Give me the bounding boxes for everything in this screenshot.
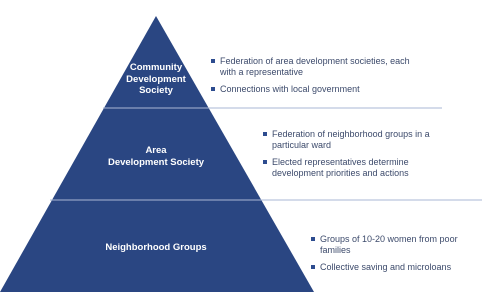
bullet-item bbox=[263, 129, 430, 151]
bullet-text: Groups of 10-20 women from poor families bbox=[320, 234, 458, 255]
bullet-text: Elected representatives determine development priorities and actions bbox=[272, 157, 409, 178]
bullet-item bbox=[263, 157, 430, 179]
bullet-text: Federation of area development societies, each with a representative bbox=[220, 56, 410, 77]
bullet-marker bbox=[311, 237, 315, 241]
bullet-item bbox=[311, 234, 482, 256]
bullet-marker bbox=[311, 265, 315, 269]
bullet-marker bbox=[211, 87, 215, 91]
bullet-marker bbox=[263, 160, 267, 164]
tier-description-area bbox=[263, 129, 430, 185]
bullet-marker bbox=[263, 132, 267, 136]
bullet-item bbox=[211, 84, 410, 95]
bullet-text: Federation of neighborhood groups in a particular ward bbox=[272, 129, 430, 150]
tier-label-area-development-society: Area Development Society bbox=[107, 145, 205, 168]
tier-description-community bbox=[211, 56, 410, 101]
bullet-item bbox=[211, 56, 410, 78]
bullet-text: Connections with local government bbox=[220, 84, 360, 94]
bullet-item bbox=[311, 262, 482, 273]
tier-label-neighborhood-groups: Neighborhood Groups bbox=[105, 242, 207, 253]
tier-label-community-development-society: Community Development Society bbox=[126, 62, 186, 96]
tier-description-neighborhood bbox=[311, 234, 482, 279]
bullet-marker bbox=[211, 59, 215, 63]
bullet-text: Collective saving and microloans bbox=[320, 262, 452, 272]
